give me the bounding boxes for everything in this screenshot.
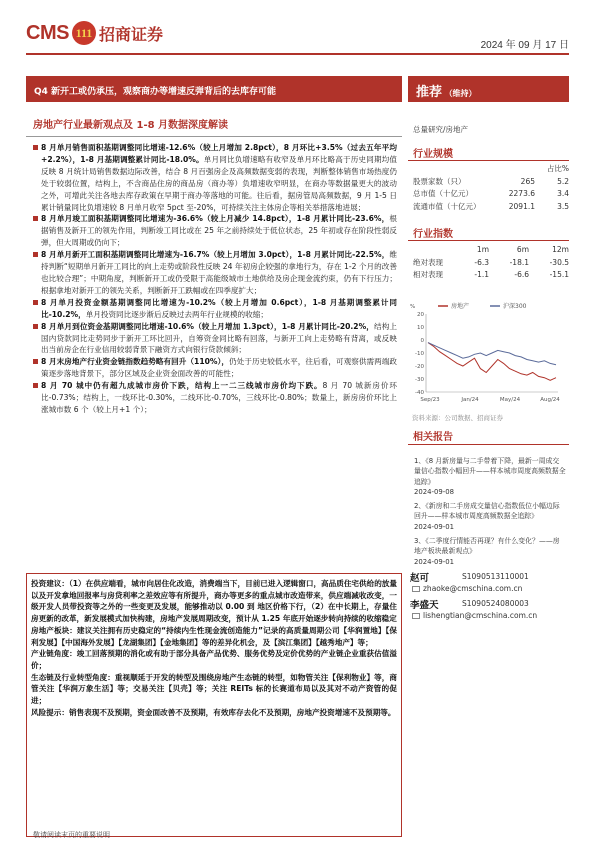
chart-source: 资料来源：公司数据、招商证券 [412, 414, 503, 422]
industry-scale-table [413, 163, 569, 213]
x-tick-label: May/24 [499, 397, 521, 403]
box-paragraph: 投资建议：（1）在供应端看，城市向居住化改造，消费端当下，目前已进入逻辑窗口，高品质住宅供给的放量以及开发拿地回报率与房贷利率之差效应等有所提升，商办等更多的重点城市改造带来，供应端减收改变，一级开发人员带投资等之外的一些变更及发展，能够推动以 0.00 到 地区价格下行，（2）在中长期上，存量住房更新的改革，新发展模式加快构建，房地产发展周期改变，预计从 1.25 年底开始逐步转向持续的收缩稳定 [31, 579, 397, 624]
paragraph-lead: 8 月单月投资金额基期调整同比增速为-10.2%（较上月增加 0.6pct），1-8 月基期调整累计同比-10.2%， [41, 297, 397, 319]
body-paragraph [33, 321, 397, 357]
body-paragraph [33, 249, 397, 297]
subtitle-divider [26, 136, 402, 137]
index-value: -30.5 [549, 257, 569, 267]
scale-label: 股票家数（只） [413, 176, 466, 186]
rating-label: 推荐 [416, 85, 443, 100]
analyst-name: 李盛天 [410, 600, 439, 611]
paragraph-text: 单月投资同比逐步渐后反映过去两年行业规模的收缩； [85, 309, 268, 319]
scale-value: 2091.1 [508, 201, 535, 211]
y-tick-label: -40 [415, 390, 424, 396]
box-paragraph: 产业链角度：竣工回落预期的消化或有助于部分具备产品优势、服务优势及定价优势的产业链企业重获估值溢价； [31, 649, 397, 670]
box-paragraph: 房地产板块：建议关注拥有历史稳定的“持续内生性现金流创造能力”记录的高质量周期公司【华润置地】【保利发展】【中国海外发展】【龙湖集团】【金地集团】等的差异化机会，及【滨江集团】【越秀地产】等； [31, 625, 397, 647]
y-tick-label: 20 [417, 312, 424, 318]
mail-icon [412, 613, 420, 619]
related-report-date: 2024-09-01 [414, 522, 455, 531]
paragraph-text: 根据销售及新开工的领先作用，判断竣工同比或在 25 年之前持续处于低位状态，25 年初或存在阶段性弱反弹，但大周期或仍向下； [41, 214, 397, 248]
index-value: -6.3 [474, 257, 489, 267]
paragraph-lead: 8 月单月新开工面积基期调整同比增速为-16.7%（较上月增加 3.0pct），1-8 月累计同比-22.5%， [41, 250, 390, 260]
x-tick-label: Sep/23 [420, 397, 440, 403]
related-report-item[interactable] [414, 501, 566, 532]
y-tick-label: -30 [415, 377, 424, 383]
analyst-email[interactable] [412, 611, 537, 620]
paragraph-lead: 8 月单月竣工面积基期调整同比增速为-36.6%（较上月减少 14.8pct），1-8 月累计同比-23.6%， [41, 214, 390, 224]
paragraph-lead: 8 月末房地产行业资金链指数趋势略有回升（110%）， [41, 357, 230, 367]
industry-index-table [413, 244, 569, 282]
body-paragraph [33, 213, 397, 249]
index-chart [408, 298, 569, 410]
body-paragraph [33, 142, 397, 213]
series-line-1 [428, 343, 556, 365]
y-unit-label: % [410, 304, 416, 310]
index-value: -18.1 [509, 257, 529, 267]
related-report-title: 2、《新房和二手房成交量信心指数低位小幅边际回升——样本城市周度高频数据全追踪》 [414, 502, 560, 521]
scale-col-header: 占比% [546, 164, 569, 173]
rating-sub: （维持） [444, 89, 477, 98]
analyst-id: S1090513110001 [462, 572, 529, 581]
index-col-header: 12m [552, 245, 569, 254]
industry-scale-title: 行业规模 [413, 149, 453, 160]
paragraph-text: 维持判断“短期单月新开工同比的向上走势或阶段性反映 24 年初房企较强的拿地行为，存在 1-2 个月的改善也比较合理”；中期角度，判断新开工或仍受限于高能级城市土地供给及房企现金流约束，仍有下行压力；根据拿地对新开工的领先关系，判断新开工跌幅或在四季度扩大； [41, 250, 397, 295]
paragraph-text: 单月同比负增速略有收窄及单月环比略高于历史同期均值反映 8 月统计局销售数据边际改善，结合 8 月百强房企及高频数据变弱的表现，判断整体销售市场热度仍处于较弱位置，结构上，不含商品住房的商品房（商办等）负增速收窄明显，在商办等数据量更大的波动之外，可增此关注各地去库存政策在早期于商办等落地的可能。往后看，据房管局高频数据，9 月 1-5 日累计销量同比负增速较 8 月单月收窄 5pct 至-20%，可持续关注主体房企等相关举措落地进展； [41, 154, 398, 212]
paragraph-text: 8 月 70 城新房价环比-0.73%；结构上，一线环比-0.30%，二线环比-0.70%，三线环比-0.80%；数量上，新房房价环比上涨城市数 6 个（较上月+1 个）； [41, 381, 397, 414]
related-report-title: 3、《二季度行情能否再现？有什么变化？——房地产板块最新观点》 [414, 537, 560, 556]
footer-note: 敬请阅读末页的重要说明 [33, 831, 110, 839]
index-label: 绝对表现 [413, 257, 443, 267]
paragraph-lead: 8 月单月销售面积基期调整同比增速-12.6%（较上月增加 2.8pct），8 月环比+3.5%（过去五年平均+2.2%），1-8 月基期调整累计同比-18.0%。 [41, 143, 397, 164]
box-paragraph: 风险提示：销售表现不及预期，资金面改善不及预期，有效库存去化不及预期，房地产投资增速不及预期等。 [31, 707, 396, 717]
report-subtitle: 房地产行业最新观点及 1-8 月数据深度解读 [33, 120, 229, 131]
paragraph-text: 仍处于历史较低水平，往后看，可观察供需两端政策逐步落地背景下，部分区域及企业资金面改善的可能性； [41, 357, 398, 379]
brand-emblem-icon: 111 [72, 21, 96, 45]
related-report-item[interactable] [414, 536, 566, 567]
scale-row [413, 201, 569, 214]
index-label: 相对表现 [413, 270, 443, 279]
report-category: 总量研究/房地产 [413, 125, 469, 134]
related-reports-title: 相关报告 [413, 432, 453, 443]
investment-box-text [31, 578, 397, 718]
related-report-item[interactable] [414, 456, 566, 497]
related-report-title: 1、《8 月新房量与二手带着下降，最新一周成交量信心指数小幅回升——样本城市周度高频数据全追踪》 [414, 457, 566, 486]
report-date: 2024 年 09 月 17 日 [480, 40, 569, 51]
index-value: -1.1 [474, 270, 489, 279]
related-report-date: 2024-09-08 [414, 487, 455, 496]
analyst-id: S1090524080003 [462, 599, 529, 608]
paragraph-lead: 8 月单月到位资金基期调整同比增速-10.6%（较上月增加 1.3pct），1-8 月累计同比-20.2%， [41, 321, 374, 331]
scale-share: 5.2 [557, 176, 569, 186]
index-chart-svg [408, 298, 569, 410]
y-tick-label: -10 [415, 351, 424, 357]
scale-label: 总市值（十亿元） [413, 189, 473, 198]
y-tick-label: 10 [417, 325, 424, 331]
related-reports-list [414, 456, 566, 571]
index-row [413, 269, 569, 282]
index-col-header: 6m [516, 245, 529, 254]
paragraph-text: 结构上国内贷款同比走势同步于新开工环比回升，自筹资金同比略有回落，与新开工向上走势略有背离，或反映出当前房企在行业信用较弱背景下融资方式向银行贷款倾斜； [41, 321, 397, 355]
x-tick-label: Aug/24 [540, 397, 560, 403]
analyst-name: 赵可 [410, 573, 430, 584]
scale-value: 265 [520, 176, 535, 186]
industry-index-divider [408, 240, 569, 241]
legend-label: 沪深300 [503, 303, 527, 310]
index-value: -6.6 [514, 270, 529, 279]
related-reports-divider [408, 444, 569, 445]
analyst-email-text: lishengtian@cmschina.com.cn [423, 611, 538, 620]
report-title: Q4 新开工或仍承压，观察商办等增速反弹背后的去库存可能 [26, 76, 402, 102]
analyst-block [408, 570, 569, 630]
paragraph-lead: 8 月 70 城中仍有超九成城市房价下跌，结构上一二三线城市房价均下跌。 [41, 381, 323, 391]
x-tick-label: Jan/24 [461, 397, 479, 403]
index-row [413, 257, 569, 270]
header-divider [26, 53, 569, 55]
brand-logo [26, 20, 163, 46]
scale-label: 流通市值（十亿元） [413, 201, 481, 211]
legend-label: 房地产 [451, 303, 470, 310]
index-col-header: 1m [476, 245, 489, 254]
scale-row [413, 176, 569, 189]
industry-index-title: 行业指数 [413, 229, 453, 240]
brand-cn: 招商证券 [98, 24, 163, 44]
scale-value: 2273.6 [508, 189, 535, 198]
industry-scale-divider [408, 160, 569, 161]
analyst-email[interactable] [412, 584, 522, 593]
index-value: -15.1 [549, 270, 569, 279]
scale-share: 3.4 [557, 189, 569, 198]
y-tick-label: -20 [415, 364, 424, 370]
y-tick-label: 0 [420, 338, 424, 344]
box-paragraph: 生态链及行业转型角度：重视顺延于开发的转型及围绕房地产生态链的转型，如物管关注【保利物业】等，商管关注【华润万象生活】等；交易关注【贝壳】等；关注 REITs 标的长赛道布局以及其对不动产资管的促进； [31, 672, 397, 706]
body-paragraph [33, 297, 397, 321]
analyst-email-text: zhaoke@cmschina.com.cn [423, 584, 523, 593]
rating-bar [408, 76, 569, 102]
scale-row [413, 188, 569, 201]
body-paragraph [33, 380, 397, 416]
report-body [33, 142, 397, 416]
body-paragraph [33, 356, 397, 380]
related-report-date: 2024-09-01 [414, 557, 455, 566]
brand-en: CMS [26, 21, 69, 44]
mail-icon [412, 586, 420, 592]
scale-share: 3.5 [557, 201, 569, 211]
